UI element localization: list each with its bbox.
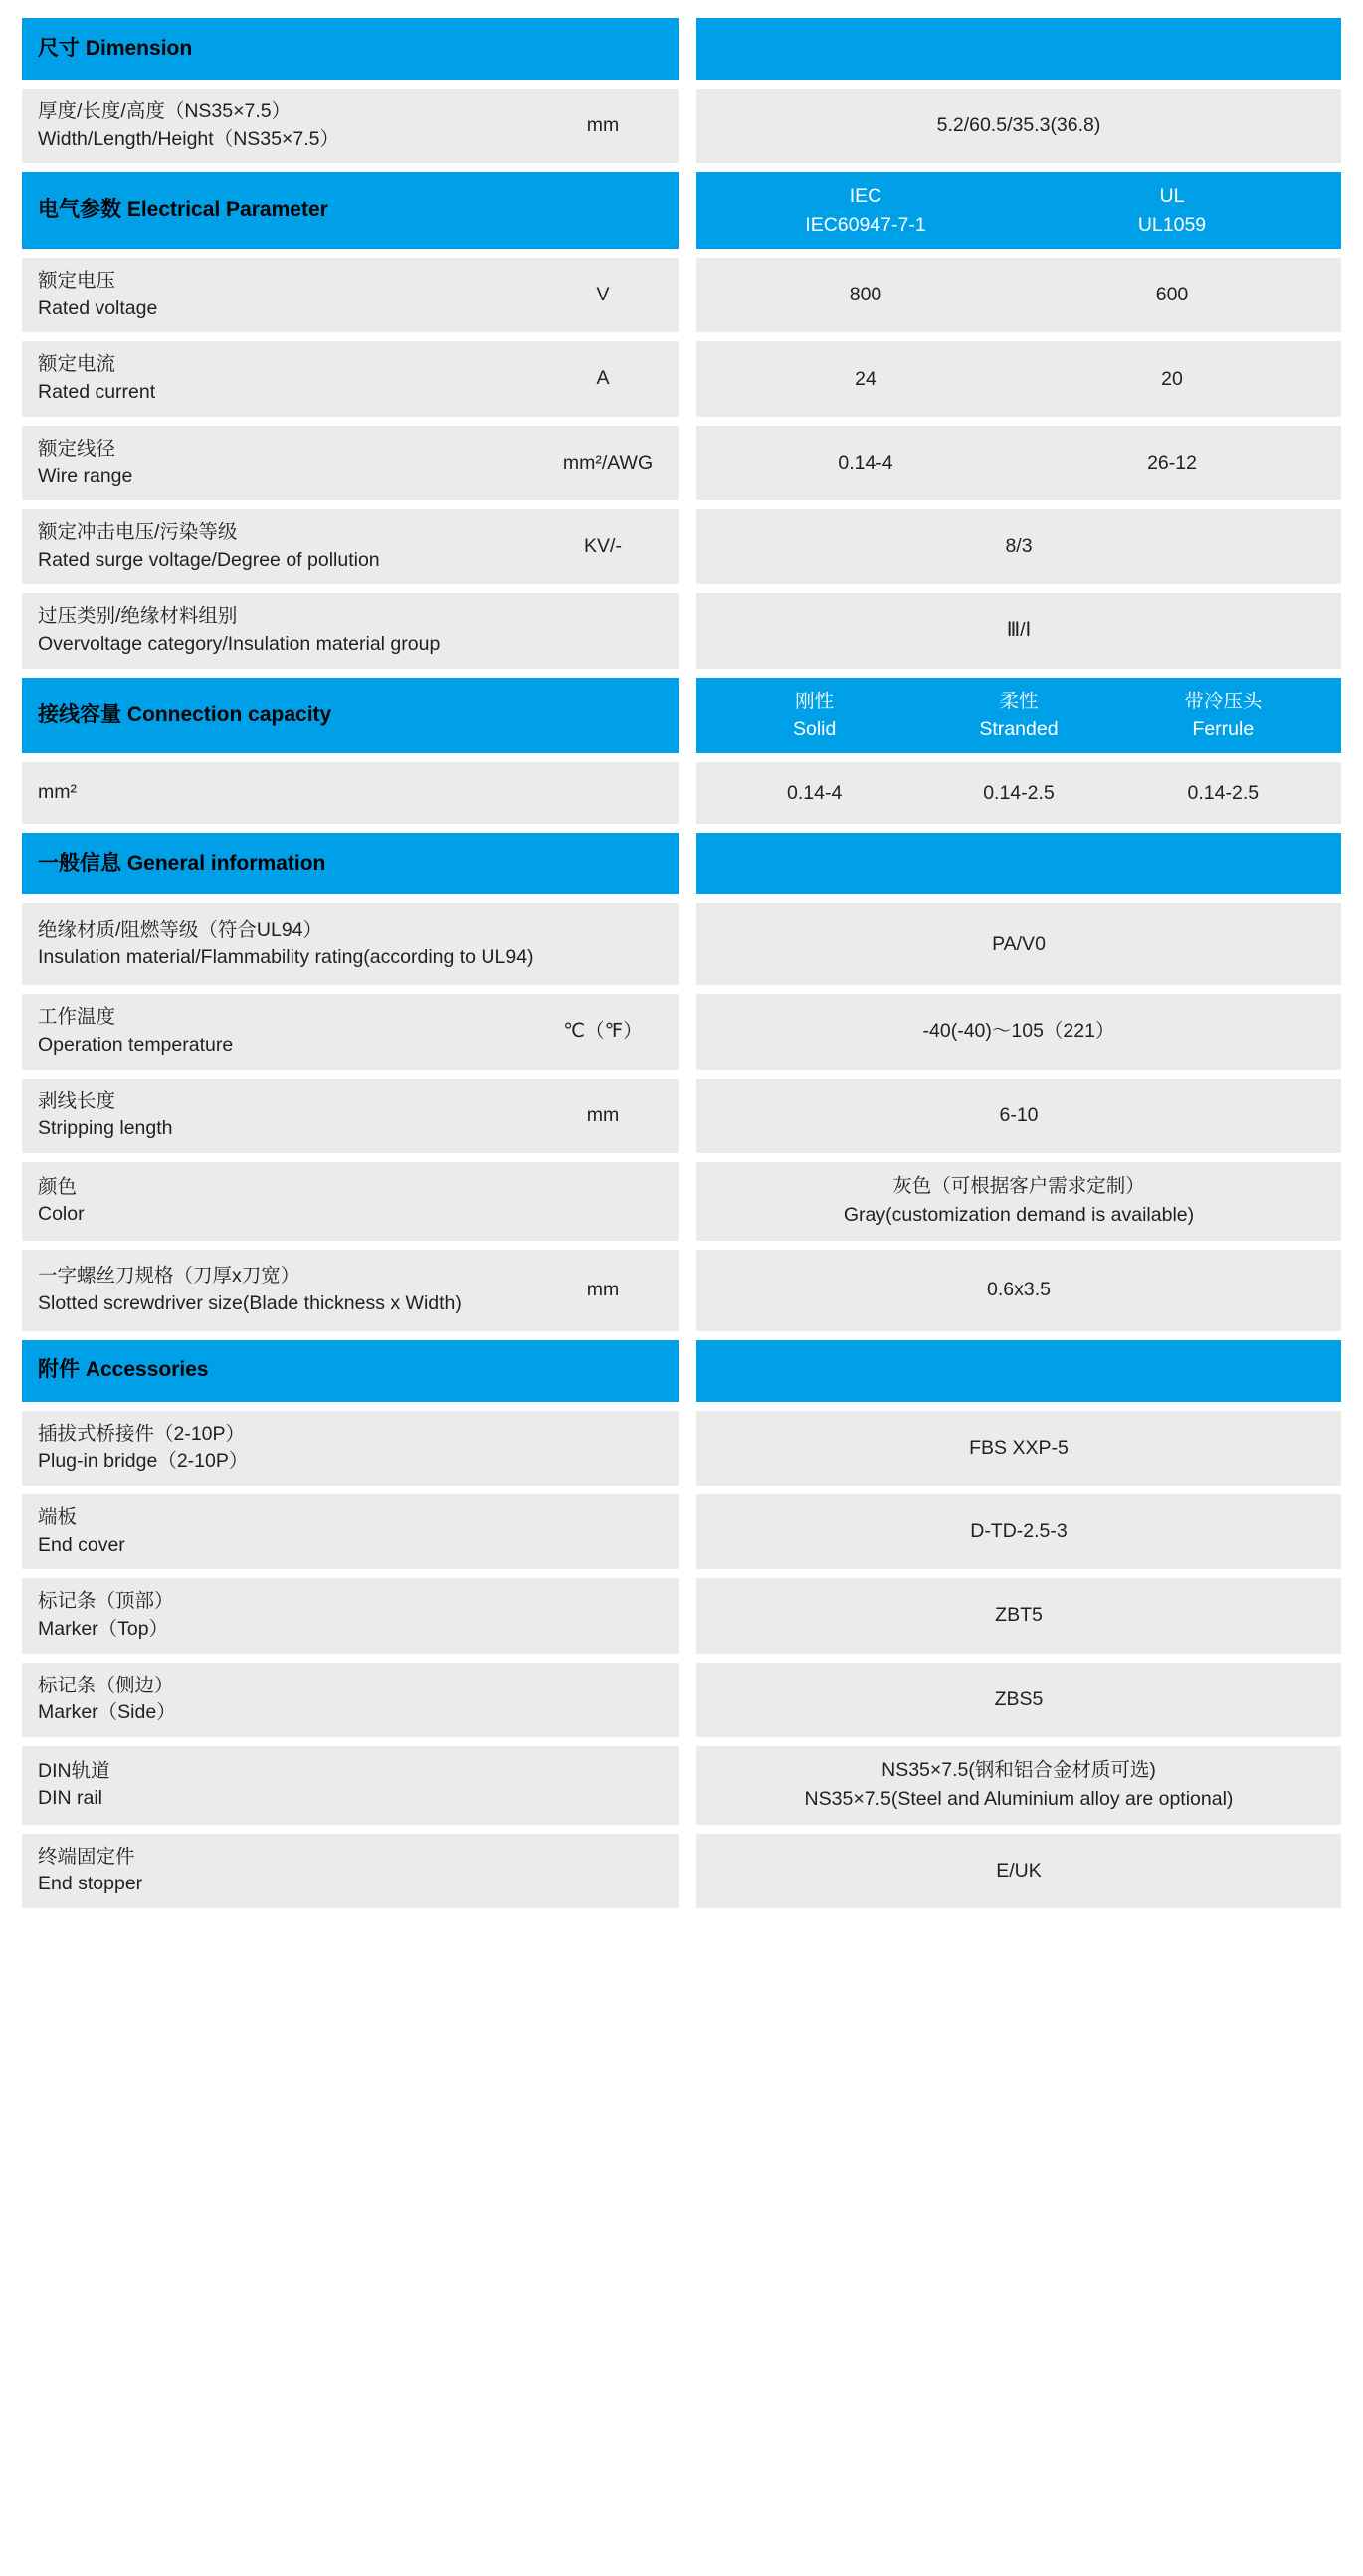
section-title-cell [22,833,679,894]
conductor-solid-en: Solid [792,718,837,741]
section-title-cell [22,1340,679,1402]
row-value: E/UK [996,1859,1042,1882]
standard-iec-name: IEC [849,185,882,208]
row-value-cell [696,1663,1341,1737]
conductor-type-columns [712,688,1325,744]
row-label-en: End cover [38,1533,125,1556]
table-row [22,1578,1341,1653]
row-label-cell [22,1079,679,1153]
row-value: 8/3 [1005,535,1033,558]
conductor-type-header-cell [696,678,1341,754]
section-header-value-empty [696,833,1341,894]
row-label-cell [22,994,679,1069]
row-label-cn: 标记条（侧边） [38,1674,174,1696]
row-label [38,917,543,972]
row-value-wrap [712,1756,1325,1815]
row-value-cell [696,762,1341,824]
row-label-cn: 剥线长度 [38,1090,116,1112]
standard-ul [1019,182,1325,239]
row-value-cell [696,1250,1341,1331]
row-label-en: Insulation material/Flammability rating(according to UL94) [38,946,534,969]
row-label [38,1421,543,1476]
row-label [38,1844,543,1898]
row-value: Ⅲ/Ⅰ [1006,619,1032,642]
row-unit: mm [586,1103,620,1126]
section-header-value-empty [696,18,1341,80]
section-header-value-empty [696,1340,1341,1402]
row-unit: mm [586,1278,620,1300]
row-label-cell [22,1663,679,1737]
conductor-stranded-cn: 柔性 [999,690,1039,712]
row-values [712,449,1325,477]
row-value: 0.6x3.5 [987,1278,1051,1300]
row-value-cell [696,426,1341,500]
row-value-en: Gray(customization demand is available) [843,1204,1195,1227]
row-label-cn: 工作温度 [38,1006,116,1029]
row-label [38,1263,543,1317]
row-value: 6-10 [999,1103,1039,1126]
row-value-cell [696,994,1341,1069]
row-unit: ℃（℉） [563,1020,643,1043]
section-title-connection: 接线容量 Connection capacity [38,702,332,726]
row-label-cn: 额定电压 [38,269,116,292]
row-unit: mm²/AWG [562,451,654,474]
conductor-solid [712,688,916,744]
row-label [38,1004,543,1059]
row-value-cn: 灰色（可根据客户需求定制） [892,1175,1145,1198]
table-row [22,341,1341,416]
standards-columns [712,182,1325,239]
row-label-en: Overvoltage category/Insulation material group [38,633,441,656]
section-title-electrical: 电气参数 Electrical Parameter [38,198,328,222]
row-value-en: NS35×7.5(Steel and Aluminium alloy are optional) [804,1788,1234,1811]
row-value-cell [696,903,1341,985]
row-label-en: Marker（Top） [38,1618,169,1640]
conductor-ferrule-en: Ferrule [1192,718,1255,741]
row-value-ul: 26-12 [1147,452,1197,475]
conductor-solid-cn: 刚性 [795,690,835,712]
row-label-cell [22,903,679,985]
row-label-cell [22,1250,679,1331]
row-label [38,603,543,658]
row-label-en: End stopper [38,1873,143,1895]
standards-header-cell [696,172,1341,249]
row-value: FBS XXP-5 [969,1436,1069,1459]
row-label [38,1758,543,1813]
standard-iec [712,182,1019,239]
section-title-general: 一般信息 General information [38,852,326,876]
row-label-cn: 绝缘材质/阻燃等级（符合UL94） [38,918,323,941]
row-value: -40(-40)～105（221） [922,1020,1115,1043]
row-label-en: Color [38,1203,85,1226]
row-label-cn: 标记条（顶部） [38,1590,174,1613]
row-label-cn: 厚度/长度/高度（NS35×7.5） [38,100,292,122]
row-value-cell [696,1578,1341,1653]
table-row [22,1494,1341,1569]
row-label-cell [22,1494,679,1569]
row-label [38,99,543,153]
row-value-ferrule: 0.14-2.5 [1187,782,1260,805]
row-label-en: Plug-in bridge（2-10P） [38,1450,249,1473]
row-value-cell [696,1834,1341,1908]
row-label [38,1174,543,1229]
section-dimension-header [22,18,1341,80]
row-label-cn: 终端固定件 [38,1845,135,1868]
row-label-en: DIN rail [38,1787,103,1810]
row-value-cell [696,1079,1341,1153]
row-label [38,1089,543,1143]
row-label-en: Marker（Side） [38,1701,176,1724]
row-unit: KV/- [584,534,622,557]
row-value-cell [696,258,1341,332]
row-label-en: Stripping length [38,1117,173,1140]
row-label-en: Rated surge voltage/Degree of pollution [38,548,380,571]
row-label-cn: mm² [38,781,77,804]
table-row [22,762,1341,824]
row-values [712,779,1325,807]
table-row [22,1411,1341,1486]
row-label-cn: 插拔式桥接件（2-10P） [38,1422,246,1445]
row-value: PA/V0 [992,932,1046,955]
row-label [38,1673,543,1727]
row-value-cell [696,341,1341,416]
table-row [22,89,1341,163]
row-label-cell [22,509,679,584]
table-row [22,426,1341,500]
table-row [22,593,1341,668]
table-row [22,1250,1341,1331]
standard-ul-code: UL1059 [1137,213,1207,236]
section-title-accessories: 附件 Accessories [38,1358,209,1382]
table-row [22,509,1341,584]
row-label-cn: 一字螺丝刀规格（刀厚x刀宽） [38,1264,300,1287]
row-label-cell [22,341,679,416]
row-unit: mm [586,113,620,136]
standard-ul-name: UL [1159,185,1185,208]
table-row [22,1746,1341,1825]
row-label-cell [22,1746,679,1825]
row-label [38,1504,543,1559]
row-value-ul: 20 [1161,367,1183,390]
section-connection-header [22,678,1341,754]
row-unit: V [596,283,610,305]
row-label-en: Wire range [38,465,133,488]
row-label-cell [22,426,679,500]
row-value-solid: 0.14-4 [787,782,843,805]
row-value-cell [696,1162,1341,1241]
row-value-stranded: 0.14-2.5 [983,782,1055,805]
row-label-en: Width/Length/Height（NS35×7.5） [38,127,339,150]
section-title-dimension: 尺寸 Dimension [38,36,193,60]
row-label-cell [22,1834,679,1908]
row-label-cn: DIN轨道 [38,1759,110,1782]
row-label-cell [22,89,679,163]
row-label-cn: 颜色 [38,1175,78,1198]
conductor-stranded-en: Stranded [979,718,1059,741]
table-row [22,258,1341,332]
conductor-ferrule [1121,688,1325,744]
row-value-ul: 600 [1155,284,1189,306]
row-label-cell [22,593,679,668]
row-unit: A [596,367,610,390]
row-values [712,281,1325,308]
row-label-cell [22,258,679,332]
row-value: ZBS5 [994,1687,1044,1710]
row-label-cell [22,762,679,824]
standard-iec-code: IEC60947-7-1 [805,213,926,236]
table-row [22,1834,1341,1908]
row-label-cn: 额定冲击电压/污染等级 [38,521,238,544]
conductor-stranded [916,688,1120,744]
row-label-en: Operation temperature [38,1034,234,1056]
row-label [38,519,543,574]
row-values [712,365,1325,393]
section-title-cell [22,172,679,249]
row-value-cell [696,1746,1341,1825]
row-value-cell [696,89,1341,163]
row-label-cell [22,1162,679,1241]
row-label-cell [22,1578,679,1653]
section-accessories-header [22,1340,1341,1402]
row-value-cell [696,509,1341,584]
row-value-iec: 0.14-4 [838,452,893,475]
row-value: ZBT5 [995,1604,1043,1627]
row-label [38,351,543,406]
row-value-cn: NS35×7.5(钢和铝合金材质可选) [881,1759,1156,1782]
row-label [38,1588,543,1643]
table-row [22,903,1341,985]
row-value-wrap [712,1172,1325,1231]
row-label [38,268,543,322]
section-title-cell [22,678,679,754]
row-label [38,779,543,807]
row-value-cell [696,593,1341,668]
row-label-en: Slotted screwdriver size(Blade thickness x Width) [38,1291,462,1314]
table-row [22,994,1341,1069]
section-title-cell [22,18,679,80]
row-label-cn: 端板 [38,1505,78,1528]
row-label-en: Rated voltage [38,297,158,319]
row-value-iec: 800 [849,284,882,306]
row-value-cell [696,1411,1341,1486]
conductor-ferrule-cn: 带冷压头 [1184,690,1263,712]
row-label-cn: 过压类别/绝缘材料组别 [38,605,238,628]
row-label-en: Rated current [38,380,156,403]
section-electrical-header [22,172,1341,249]
row-label-cn: 额定电流 [38,353,116,376]
section-general-header [22,833,1341,894]
row-value-cell [696,1494,1341,1569]
row-label-cn: 额定线径 [38,437,116,460]
row-label-cell [22,1411,679,1486]
row-value-iec: 24 [855,367,876,390]
table-row [22,1162,1341,1241]
table-row [22,1079,1341,1153]
row-label [38,436,553,491]
row-value: 5.2/60.5/35.3(36.8) [936,114,1101,137]
row-value: D-TD-2.5-3 [970,1520,1068,1542]
table-row [22,1663,1341,1737]
